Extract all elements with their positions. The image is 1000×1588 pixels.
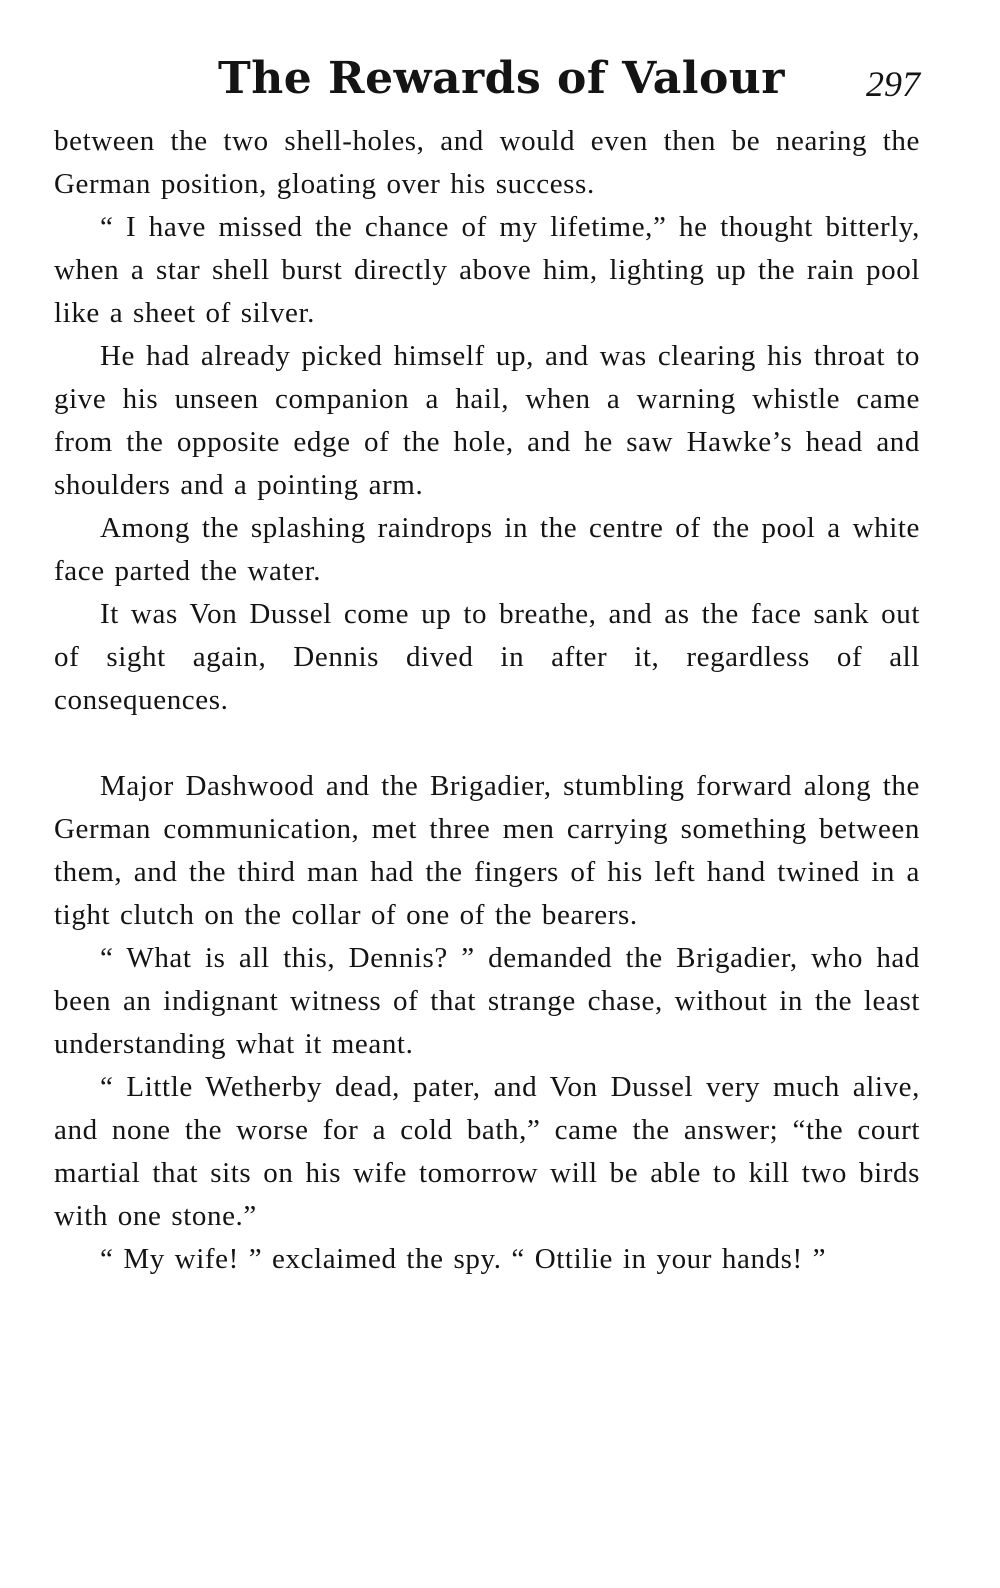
running-title: The Rewards of Valour [218, 53, 785, 104]
paragraph: “ Little Wetherby dead, pater, and Von Dussel very much alive, and none the worse for a cold bath,” came the answer; “the court martial that sits on his wife tomorrow will be able to kill two birds with one stone.” [54, 1071, 920, 1232]
body-text [54, 120, 920, 1281]
paragraph: It was Von Dussel come up to breathe, and as the face sank out of sight again, Dennis dived in after it, regardless of all consequences. [54, 598, 920, 716]
paragraph: “ What is all this, Dennis? ” demanded the Brigadier, who had been an indignant witness of that strange chase, without in the least understanding what it meant. [54, 942, 920, 1060]
paragraph: Among the splashing raindrops in the centre of the pool a white face parted the water. [54, 512, 920, 587]
paragraph: He had already picked himself up, and was clearing his throat to give his unseen companion a hail, when a warning whistle came from the opposite edge of the hole, and he saw Hawke’s head and shoulders and a pointing arm. [54, 340, 920, 501]
section-break [54, 722, 920, 765]
page-header [54, 48, 920, 118]
paragraph: “ I have missed the chance of my lifetime,” he thought bitterly, when a star shell burst directly above him, lighting up the rain pool like a sheet of silver. [54, 211, 920, 329]
paragraph: “ My wife! ” exclaimed the spy. “ Ottilie in your hands! ” [100, 1243, 827, 1275]
page-number: 297 [866, 64, 920, 104]
paragraph: Major Dashwood and the Brigadier, stumbling forward along the German communication, met three men carrying something between them, and the third man had the fingers of his left hand twined in a tight clutch on the collar of one of the bearers. [54, 770, 920, 931]
book-page [54, 48, 920, 1281]
paragraph-continued: between the two shell-holes, and would even then be nearing the German position, gloating over his success. [54, 125, 920, 200]
